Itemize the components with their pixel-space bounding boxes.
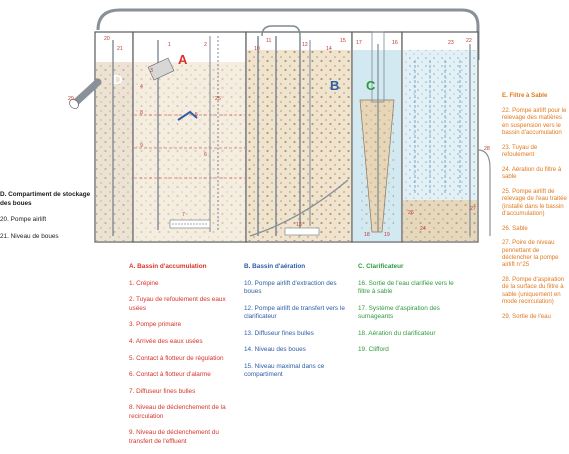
legend-c-item: 16. Sortie de l'eau clarifiée vers le filtre à sable — [358, 279, 454, 296]
callout-15: 15 — [340, 38, 346, 44]
callout-9: 9 — [140, 143, 143, 149]
legend-b-item: 12. Pompe airlift de transfert vers le clarificateur — [244, 304, 345, 321]
legend-c-item: 17. Système d'aspiration des surnageants — [358, 304, 440, 321]
callout-23: 23 — [448, 40, 454, 46]
legend-e-item: 23. Tuyau de refoulement — [502, 143, 538, 159]
legend-a-item: 5. Contact à flotteur de régulation — [129, 354, 224, 362]
legend-a-item: 3. Pompe primaire — [129, 321, 182, 329]
legend-c-item: 19. Clifford — [358, 346, 389, 354]
callout-4: 4 — [140, 84, 143, 90]
callout-18: 18 — [364, 232, 370, 238]
zone-label-c: C — [366, 78, 376, 93]
legend-a-item: 1. Crépine — [129, 279, 159, 287]
callout-27: 27 — [470, 206, 476, 212]
legend-a-title: A. Bassin d'accumulation — [129, 263, 207, 271]
legend-c-item: 18. Aération du clarificateur — [358, 329, 436, 337]
callout-19: 19 — [384, 232, 390, 238]
callout-29: 29 — [68, 96, 74, 102]
legend-e-title: E. Filtre à Sable — [502, 92, 548, 100]
callout-24: 24 — [420, 226, 426, 232]
legend-b-item: 13. Diffuseur fines bulles — [244, 329, 314, 337]
legend-d-item: 20. Pompe airlift — [0, 216, 47, 224]
callout-16: 16 — [392, 40, 398, 46]
legend-e-item: 29. Sortie de l'eau — [502, 312, 551, 320]
legend-d — [0, 183, 95, 249]
callout-2: 2 — [204, 42, 207, 48]
legend-a-item: 8. Niveau de déclenchement de la recirculation — [129, 404, 226, 420]
zone-label-b: B — [330, 78, 340, 93]
callout-8: 8 — [140, 110, 143, 116]
legend-e — [502, 85, 568, 327]
callout-10: 10 — [254, 46, 260, 52]
legend-a-item: 9. Niveau de déclenchement du transfert de l'effluent — [129, 429, 219, 445]
zone-label-d: D — [113, 72, 123, 87]
legend-e-item: 26. Sable — [502, 224, 528, 232]
legend-c — [358, 255, 458, 363]
callout-12: 12 — [302, 42, 308, 48]
callout-1: 1 — [168, 42, 171, 48]
legend-a-item: 7. Diffuseur fines bulles — [129, 387, 196, 395]
callout-14: 14 — [326, 46, 332, 52]
legend-a-item: 2. Tuyau de refoulement des eaux usées — [129, 296, 226, 312]
callout-28: 28 — [484, 146, 490, 152]
legend-b-item: 14. Niveau des boues — [244, 346, 306, 354]
legend-d-title: D. Compartiment de stockage des boues — [0, 191, 91, 207]
legend-b — [244, 255, 354, 388]
legend-a — [129, 255, 241, 454]
zone-d-sludge-storage — [95, 32, 133, 242]
callout-26: 26 — [408, 210, 414, 216]
zone-b-aeration — [246, 26, 352, 242]
callout-17: 17 — [356, 40, 362, 46]
callout-3: 3 — [150, 68, 153, 74]
legend-a-item: 4. Arrivée des eaux usées — [129, 337, 203, 345]
legend-b-item: 10. Pompe airlift d'extraction des boues — [244, 279, 337, 296]
callout-13: 13 — [296, 222, 302, 228]
legend-d-item: 21. Niveau de boues — [0, 232, 59, 240]
zone-label-a: A — [178, 52, 188, 67]
legend-e-item: 25. Pompe airlift de relevage de l'eau traitée (installé dans le bassin d'accumulation) — [502, 187, 567, 217]
legend-e-item: 24. Aération du filtre à sable — [502, 165, 562, 181]
legend-c-title: C. Clarificateur — [358, 263, 404, 271]
zone-a-accumulation — [133, 32, 246, 242]
legend-e-item: 22. Pompe airlift pour le relevage des matières en suspension vers le bassin d'accumulation — [502, 107, 567, 137]
callout-6: 6 — [204, 152, 207, 158]
callout-21: 21 — [117, 46, 123, 52]
callout-11: 11 — [266, 38, 272, 44]
callout-7: 7 — [182, 212, 185, 218]
zone-c-clarifier — [352, 32, 402, 242]
callout-22: 22 — [466, 38, 472, 44]
callout-20: 20 — [104, 36, 110, 42]
callout-25: 25 — [215, 96, 221, 102]
legend-e-item: 28. Pompe d'aspiration de la surface du filtre à sable (uniquement en mode recirculation) — [502, 275, 565, 305]
legend-e-item: 27. Poire de niveau pennettant de déclencher la pompe airlift n°25 — [502, 239, 559, 269]
zone-e-sand-filter — [402, 32, 490, 242]
legend-b-title: B. Bassin d'aération — [244, 263, 306, 271]
callout-5: 5 — [195, 112, 198, 118]
legend-b-item: 15. Niveau maximal dans ce compartiment — [244, 362, 325, 379]
legend-a-item: 6. Contact à flotteur d'alarme — [129, 371, 211, 379]
